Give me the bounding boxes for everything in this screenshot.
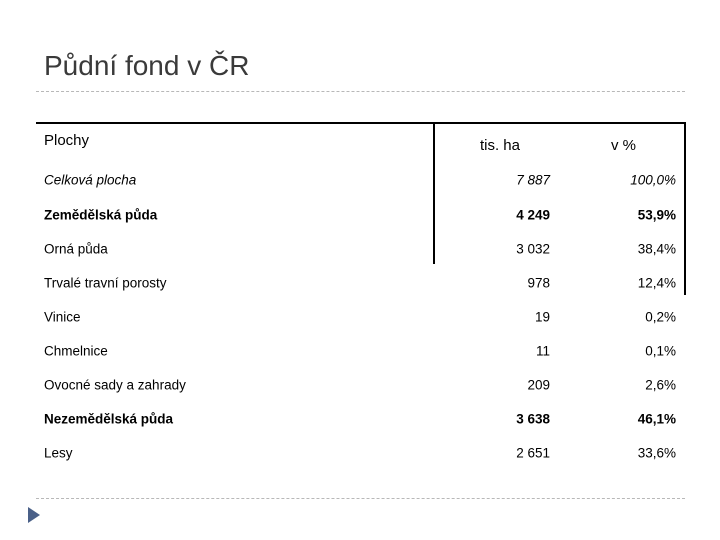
cell-ha: 978 [527, 275, 550, 291]
table-header-row [36, 124, 686, 162]
cell-pct: 12,4% [637, 275, 676, 291]
table-row [36, 266, 686, 300]
cell-ha: 19 [534, 309, 550, 325]
table-row [36, 198, 686, 232]
table-row [36, 162, 686, 198]
land-fund-table [36, 122, 686, 470]
cell-label: Trvalé travní porosty [44, 275, 167, 291]
cell-pct: 100,0% [630, 172, 676, 188]
cell-pct: 53,9% [637, 207, 676, 223]
page-title: Půdní fond v ČR [44, 50, 250, 81]
triangle-bullet-icon [28, 507, 40, 523]
cell-ha: 3 638 [516, 411, 550, 427]
cell-ha: 7 887 [516, 172, 550, 188]
cell-label: Vinice [44, 309, 81, 325]
table-row [36, 334, 686, 368]
header-percent: v % [610, 137, 636, 154]
table-row [36, 368, 686, 402]
cell-label: Nezemědělská půda [44, 411, 174, 427]
cell-label: Zemědělská půda [44, 207, 158, 223]
cell-pct: 0,2% [645, 309, 676, 325]
cell-label: Chmelnice [44, 343, 108, 359]
cell-label: Orná půda [44, 241, 108, 257]
header-tis-ha: tis. ha [479, 137, 520, 154]
cell-pct: 0,1% [645, 343, 676, 359]
cell-ha: 2 651 [516, 445, 550, 461]
cell-pct: 38,4% [637, 241, 676, 257]
table-row [36, 232, 686, 266]
header-plochy: Plochy [44, 132, 90, 149]
cell-ha: 3 032 [516, 241, 550, 257]
title-divider [36, 91, 685, 92]
cell-pct: 33,6% [637, 445, 676, 461]
cell-pct: 2,6% [645, 377, 676, 393]
cell-ha: 4 249 [516, 207, 550, 223]
cell-ha: 11 [535, 343, 550, 359]
cell-label: Celková plocha [44, 172, 137, 188]
cell-label: Lesy [44, 445, 73, 461]
table-row [36, 402, 686, 436]
cell-label: Ovocné sady a zahrady [44, 377, 186, 393]
footer-divider [36, 498, 685, 499]
cell-pct: 46,1% [637, 411, 676, 427]
table-row [36, 436, 686, 470]
cell-ha: 209 [527, 377, 550, 393]
table-row [36, 300, 686, 334]
